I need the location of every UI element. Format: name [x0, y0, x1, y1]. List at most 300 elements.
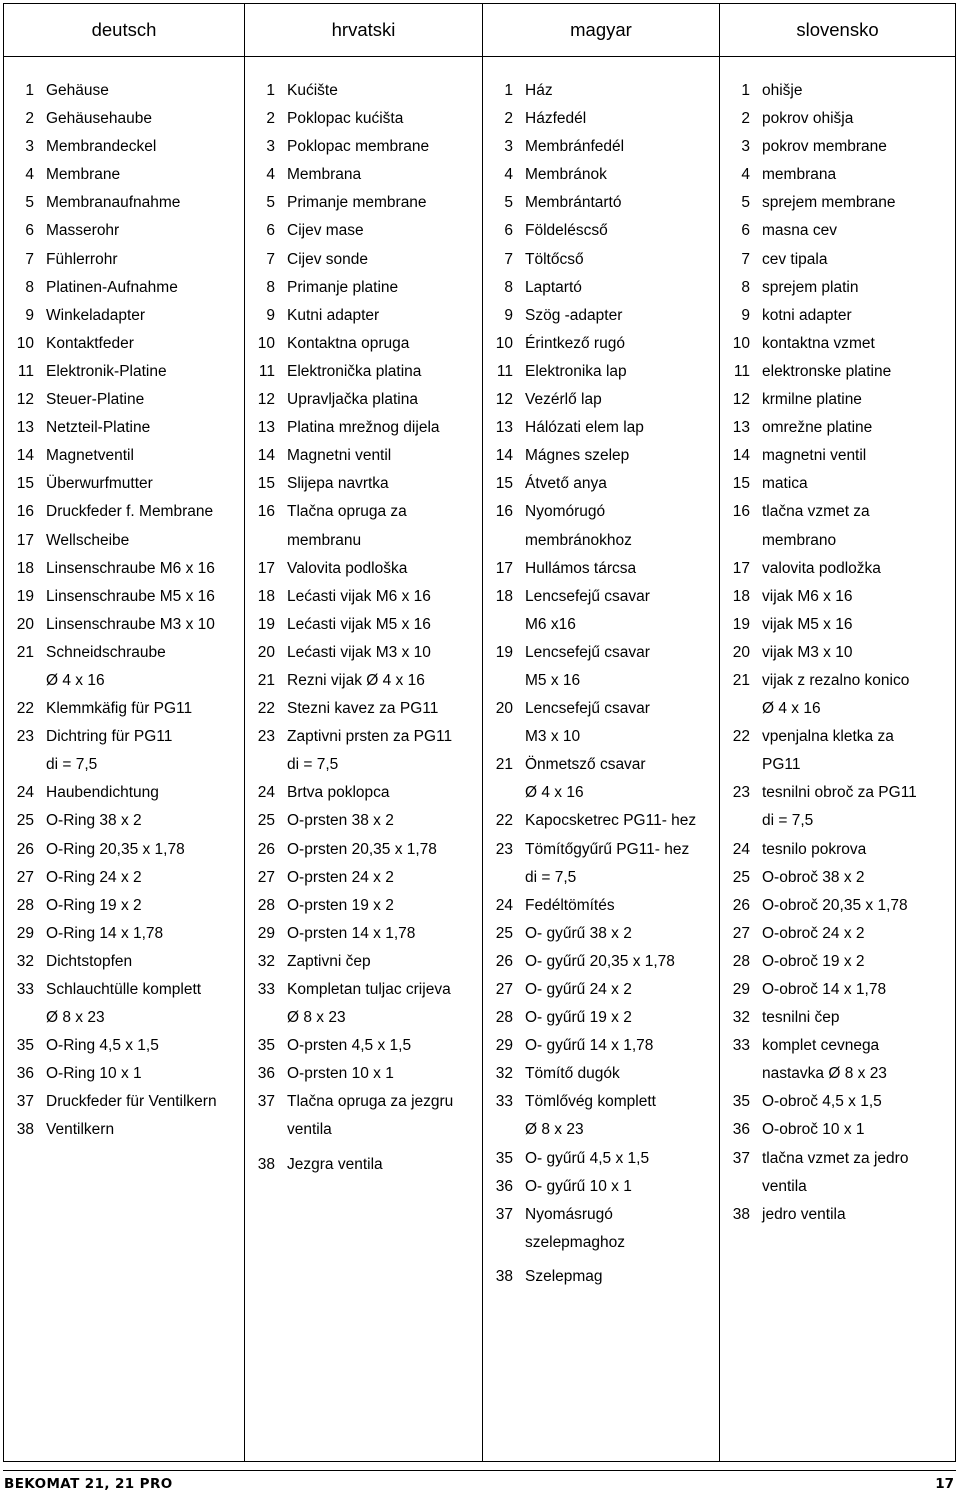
header-slovensko: slovensko — [719, 4, 955, 56]
list-item — [245, 414, 482, 442]
page-footer — [3, 1470, 956, 1491]
list-item — [245, 330, 482, 358]
item-label: membrana — [762, 166, 837, 184]
item-number: 32 — [16, 952, 34, 970]
item-number: 33 — [732, 1037, 750, 1055]
list-item — [245, 470, 482, 498]
item-number: 28 — [16, 896, 34, 914]
item-number — [4, 667, 46, 695]
item-label: Ventilkern — [46, 1121, 115, 1139]
list-item — [4, 695, 244, 723]
item-label: tlačna vzmet za — [762, 503, 870, 521]
item-number: 15 — [732, 475, 750, 493]
list-item — [245, 779, 482, 807]
item-label: O- gyűrű 24 x 2 — [525, 981, 632, 998]
item-number: 37 — [732, 1149, 750, 1167]
item-label: Lećasti vijak M3 x 10 — [287, 643, 431, 661]
item-label: tesnilni obroč za PG11 — [762, 784, 917, 802]
item-number: 16 — [16, 503, 34, 521]
item-label: O-prsten 10 x 1 — [287, 1065, 394, 1083]
item-label: Tömlővég komplett — [525, 1093, 656, 1111]
list-item — [245, 976, 482, 1004]
item-label: Laptartó — [525, 278, 582, 296]
item-number: 8 — [504, 278, 513, 296]
list-item — [483, 470, 719, 498]
column-slovensko — [719, 56, 955, 1461]
item-label: di = 7,5 — [762, 812, 814, 830]
list-item — [4, 1116, 244, 1144]
list-item — [483, 807, 719, 835]
list-item — [245, 1004, 482, 1032]
list-item — [483, 920, 719, 948]
list-item — [720, 330, 955, 358]
list-item — [720, 1088, 955, 1116]
list-item — [245, 498, 482, 526]
item-label: Lećasti vijak M6 x 16 — [287, 587, 431, 605]
list-item — [4, 611, 244, 639]
item-number: 19 — [732, 615, 750, 633]
item-label: Kontaktna opruga — [287, 334, 410, 352]
item-label: di = 7,5 — [287, 756, 339, 774]
list-item — [4, 161, 244, 189]
list-item — [4, 527, 244, 555]
item-label: O-Ring 24 x 2 — [46, 868, 142, 886]
item-label: Druckfeder f. Membrane — [46, 503, 214, 521]
list-item — [720, 161, 955, 189]
item-number: 12 — [732, 391, 750, 409]
item-number: 38 — [257, 1155, 275, 1173]
item-number: 4 — [25, 166, 34, 184]
list-item — [4, 639, 244, 667]
item-number: 27 — [732, 924, 750, 942]
item-number: 14 — [495, 447, 513, 465]
list-item — [245, 1116, 482, 1144]
list-item — [4, 217, 244, 245]
item-number: 9 — [741, 306, 750, 324]
item-label: Magnetni ventil — [287, 447, 392, 465]
item-number: 20 — [16, 615, 34, 633]
item-number: 17 — [732, 559, 750, 577]
item-label: Platina mrežnog dijela — [287, 419, 440, 437]
item-number: 17 — [16, 531, 34, 549]
item-label: Töltőcső — [525, 250, 584, 268]
item-label: Ház — [525, 82, 553, 99]
list-item — [245, 920, 482, 948]
item-number: 9 — [266, 306, 275, 324]
list-item — [245, 807, 482, 835]
list-item — [4, 864, 244, 892]
item-label: M6 x16 — [525, 615, 576, 633]
item-label: vijak M6 x 16 — [762, 587, 853, 605]
item-number: 5 — [741, 194, 750, 212]
item-label: Tlačna opruga za — [287, 503, 407, 521]
list-item — [483, 274, 719, 302]
item-label: Linsenschraube M5 x 16 — [46, 587, 215, 605]
list-item — [483, 1032, 719, 1060]
item-number: 20 — [495, 700, 513, 718]
list-item — [4, 386, 244, 414]
item-label: Fühlerrohr — [46, 250, 118, 268]
item-number — [720, 751, 762, 779]
item-number: 6 — [504, 222, 513, 240]
list-item — [483, 892, 719, 920]
item-label: O-prsten 20,35 x 1,78 — [287, 840, 437, 858]
item-number — [720, 1060, 762, 1088]
list-item — [720, 246, 955, 274]
header-deutsch: deutsch — [91, 19, 157, 40]
item-label: kotni adapter — [762, 306, 852, 324]
item-label: Ø 4 x 16 — [46, 671, 105, 689]
item-number: 17 — [257, 559, 275, 577]
header-hrvatski: hrvatski — [244, 4, 482, 56]
item-label: jedro ventila — [762, 1205, 846, 1223]
list-item — [483, 105, 719, 133]
item-number: 3 — [741, 138, 750, 156]
item-number: 8 — [266, 278, 275, 296]
item-label: ohišje — [762, 82, 803, 99]
item-number — [483, 1229, 525, 1257]
list-item — [245, 386, 482, 414]
list-item — [720, 189, 955, 217]
list-item — [483, 189, 719, 217]
list-item — [720, 723, 955, 751]
list-item — [245, 836, 482, 864]
item-label: O-Ring 19 x 2 — [46, 896, 142, 914]
item-label: Wellscheibe — [46, 531, 130, 549]
list-item — [720, 217, 955, 245]
item-label: Lencsefejű csavar — [525, 587, 650, 605]
item-label: membránokhoz — [525, 531, 632, 549]
item-number: 36 — [16, 1065, 34, 1083]
item-number: 33 — [495, 1093, 513, 1111]
item-number: 19 — [257, 615, 275, 633]
list-item — [245, 189, 482, 217]
list-item — [245, 751, 482, 779]
item-number — [483, 864, 525, 892]
item-number: 21 — [257, 671, 275, 689]
list-item — [720, 133, 955, 161]
list-item — [720, 751, 955, 779]
item-number: 28 — [495, 1009, 513, 1027]
item-label: Masserohr — [46, 222, 120, 240]
list-item — [483, 442, 719, 470]
item-number — [483, 611, 525, 639]
item-label: Membrántartó — [525, 194, 622, 212]
list-item — [720, 1116, 955, 1144]
item-label: Kompletan tuljac crijeva — [287, 981, 451, 998]
item-label: Kućište — [287, 82, 338, 99]
parts-list-hrvatski — [245, 77, 482, 1179]
item-number: 10 — [257, 334, 275, 352]
list-item — [4, 583, 244, 611]
item-label: O- gyűrű 14 x 1,78 — [525, 1037, 654, 1055]
item-label: Elektronik-Platine — [46, 362, 167, 380]
list-item — [483, 330, 719, 358]
list-item — [483, 386, 719, 414]
list-item — [483, 667, 719, 695]
item-label: Kutni adapter — [287, 306, 380, 324]
item-number: 8 — [25, 278, 34, 296]
item-label: Mágnes szelep — [525, 447, 630, 465]
item-label: Zaptivni prsten za PG11 — [287, 728, 453, 746]
item-label: Dichtring für PG11 — [46, 728, 173, 746]
list-item — [483, 976, 719, 1004]
item-label: di = 7,5 — [46, 756, 98, 774]
item-number: 38 — [495, 1267, 513, 1285]
item-label: Brtva poklopca — [287, 784, 390, 802]
list-item — [245, 555, 482, 583]
item-label: Primanje membrane — [287, 194, 427, 212]
parts-list-magyar — [483, 77, 719, 1291]
item-label: Slijepa navrtka — [287, 475, 389, 493]
item-number: 22 — [495, 812, 513, 830]
item-label: Vezérlő lap — [525, 391, 602, 409]
item-label: Lećasti vijak M5 x 16 — [287, 615, 431, 633]
item-label: Jezgra ventila — [287, 1155, 383, 1173]
item-number: 22 — [257, 700, 275, 718]
list-item — [720, 948, 955, 976]
item-number: 33 — [16, 981, 34, 998]
item-number: 19 — [495, 643, 513, 661]
item-label: sprejem membrane — [762, 194, 896, 212]
list-item — [483, 1088, 719, 1116]
item-label: PG11 — [762, 756, 801, 774]
item-label: di = 7,5 — [525, 868, 577, 886]
item-number: 7 — [25, 250, 34, 268]
item-label: Átvető anya — [525, 475, 607, 493]
list-item — [4, 470, 244, 498]
item-label: pokrov membrane — [762, 138, 887, 156]
list-item — [4, 498, 244, 526]
item-number: 18 — [732, 587, 750, 605]
item-label: Membrandeckel — [46, 138, 157, 156]
item-label: Schlauchtülle komplett — [46, 981, 202, 998]
list-item — [4, 723, 244, 751]
item-number: 20 — [257, 643, 275, 661]
item-label: O-obroč 20,35 x 1,78 — [762, 896, 908, 914]
item-number: 2 — [266, 110, 275, 128]
item-number: 29 — [495, 1037, 513, 1055]
list-item — [720, 1145, 955, 1173]
item-label: Érintkező rugó — [525, 334, 625, 352]
item-label: Házfedél — [525, 110, 587, 128]
column-deutsch — [4, 56, 244, 1461]
item-label: elektronske platine — [762, 362, 892, 380]
item-number: 35 — [16, 1037, 34, 1055]
parts-list-deutsch — [4, 77, 244, 1145]
item-label: tesnilni čep — [762, 1009, 840, 1027]
list-item — [245, 667, 482, 695]
item-number: 14 — [257, 447, 275, 465]
item-number: 35 — [495, 1149, 513, 1167]
item-label: Membranaufnahme — [46, 194, 181, 212]
item-label: Membrane — [46, 166, 121, 184]
item-label: magnetni ventil — [762, 447, 867, 465]
item-label: Ø 4 x 16 — [525, 784, 584, 802]
item-number: 4 — [266, 166, 275, 184]
item-number: 3 — [25, 138, 34, 156]
item-label: nastavka Ø 8 x 23 — [762, 1065, 887, 1083]
list-item — [4, 1032, 244, 1060]
item-label: Lencsefejű csavar — [525, 700, 650, 718]
item-label: Membránok — [525, 166, 607, 184]
item-number: 22 — [16, 700, 34, 718]
list-item — [245, 442, 482, 470]
item-label: Haubendichtung — [46, 784, 159, 802]
list-item — [720, 386, 955, 414]
list-item — [720, 470, 955, 498]
column-hrvatski — [244, 56, 482, 1461]
item-number: 9 — [25, 306, 34, 324]
item-number: 17 — [495, 559, 513, 577]
item-number — [720, 527, 762, 555]
item-label: masna cev — [762, 222, 837, 240]
list-item — [720, 442, 955, 470]
list-item — [4, 976, 244, 1004]
page-number: 17 — [935, 1476, 954, 1492]
item-number: 21 — [732, 671, 750, 689]
item-number: 25 — [257, 812, 275, 830]
item-label: Nyomásrugó — [525, 1205, 613, 1223]
list-item — [245, 77, 482, 105]
item-label: Zaptivni čep — [287, 952, 371, 970]
list-item — [720, 274, 955, 302]
list-item — [245, 639, 482, 667]
item-number: 13 — [257, 419, 275, 437]
item-label: kontaktna vzmet — [762, 334, 875, 352]
item-number: 23 — [257, 728, 275, 746]
item-label: Ø 4 x 16 — [762, 700, 821, 718]
list-item — [483, 611, 719, 639]
item-number: 23 — [16, 728, 34, 746]
list-item — [720, 555, 955, 583]
item-number — [483, 723, 525, 751]
item-label: Membrana — [287, 166, 362, 184]
item-number: 11 — [733, 362, 750, 380]
item-label: vijak M5 x 16 — [762, 615, 853, 633]
item-label: O-prsten 14 x 1,78 — [287, 924, 416, 942]
item-number: 37 — [257, 1093, 275, 1111]
item-number — [4, 751, 46, 779]
item-label: Cijev mase — [287, 222, 364, 240]
list-item — [720, 836, 955, 864]
item-number: 37 — [495, 1205, 513, 1223]
list-item — [245, 723, 482, 751]
item-number: 5 — [25, 194, 34, 212]
item-number: 4 — [504, 166, 513, 184]
list-item — [720, 1173, 955, 1201]
item-label: szelepmaghoz — [525, 1233, 625, 1251]
item-label: M5 x 16 — [525, 671, 581, 689]
list-item — [4, 302, 244, 330]
item-label: O-Ring 4,5 x 1,5 — [46, 1037, 159, 1055]
item-number: 1 — [266, 82, 275, 99]
item-label: O-prsten 24 x 2 — [287, 868, 394, 886]
item-label: Upravljačka platina — [287, 391, 418, 409]
item-label: Winkeladapter — [46, 306, 146, 324]
list-item — [245, 527, 482, 555]
item-number: 35 — [257, 1037, 275, 1055]
item-label: tlačna vzmet za jedro — [762, 1149, 909, 1167]
list-item — [4, 189, 244, 217]
list-item — [4, 836, 244, 864]
item-label: Primanje platine — [287, 278, 399, 296]
list-item — [720, 1032, 955, 1060]
item-number: 15 — [257, 475, 275, 493]
item-number: 8 — [741, 278, 750, 296]
item-number — [483, 1116, 525, 1144]
item-number: 3 — [504, 138, 513, 156]
item-number: 3 — [266, 138, 275, 156]
list-item — [4, 555, 244, 583]
item-number: 21 — [495, 756, 513, 774]
item-label: vijak M3 x 10 — [762, 643, 853, 661]
item-number: 7 — [741, 250, 750, 268]
list-item — [483, 695, 719, 723]
list-item — [720, 920, 955, 948]
list-item — [483, 555, 719, 583]
item-label: O-obroč 14 x 1,78 — [762, 981, 887, 998]
item-number — [720, 807, 762, 835]
item-label: Ø 8 x 23 — [46, 1009, 105, 1027]
item-number: 18 — [257, 587, 275, 605]
list-item — [483, 864, 719, 892]
list-item — [483, 1229, 719, 1257]
item-number: 36 — [495, 1177, 513, 1195]
item-number: 26 — [257, 840, 275, 858]
item-number: 5 — [504, 194, 513, 212]
item-number — [245, 1116, 287, 1144]
item-number: 28 — [732, 952, 750, 970]
item-label: O- gyűrű 20,35 x 1,78 — [525, 952, 675, 970]
list-item — [245, 133, 482, 161]
item-label: Ø 8 x 23 — [525, 1121, 584, 1139]
item-number: 11 — [496, 362, 513, 380]
item-label: Lencsefejű csavar — [525, 643, 650, 661]
item-label: Druckfeder für Ventilkern — [46, 1093, 217, 1111]
item-number: 21 — [16, 643, 34, 661]
list-item — [483, 723, 719, 751]
item-number: 22 — [732, 728, 750, 746]
item-label: Fedéltömítés — [525, 896, 615, 914]
item-number: 38 — [732, 1205, 750, 1223]
list-item — [4, 442, 244, 470]
list-item — [483, 527, 719, 555]
item-label: membrano — [762, 531, 837, 549]
item-label: O- gyűrű 4,5 x 1,5 — [525, 1149, 650, 1167]
item-number: 25 — [495, 924, 513, 942]
list-item — [245, 358, 482, 386]
list-item — [245, 583, 482, 611]
item-label: ventila — [762, 1177, 807, 1195]
list-item — [483, 1116, 719, 1144]
item-number — [720, 1173, 762, 1201]
item-number: 27 — [257, 868, 275, 886]
item-label: Tömítő dugók — [525, 1065, 620, 1083]
item-label: Ø 8 x 23 — [287, 1009, 346, 1027]
item-number: 18 — [495, 587, 513, 605]
item-number — [4, 1004, 46, 1032]
item-number: 15 — [16, 475, 34, 493]
item-number: 2 — [504, 110, 513, 128]
item-number — [483, 779, 525, 807]
list-item — [483, 1263, 719, 1291]
item-label: O-prsten 19 x 2 — [287, 896, 394, 914]
item-number: 9 — [504, 306, 513, 324]
list-item — [4, 414, 244, 442]
item-label: Nyomórugó — [525, 503, 606, 521]
item-label: Steuer-Platine — [46, 391, 145, 409]
